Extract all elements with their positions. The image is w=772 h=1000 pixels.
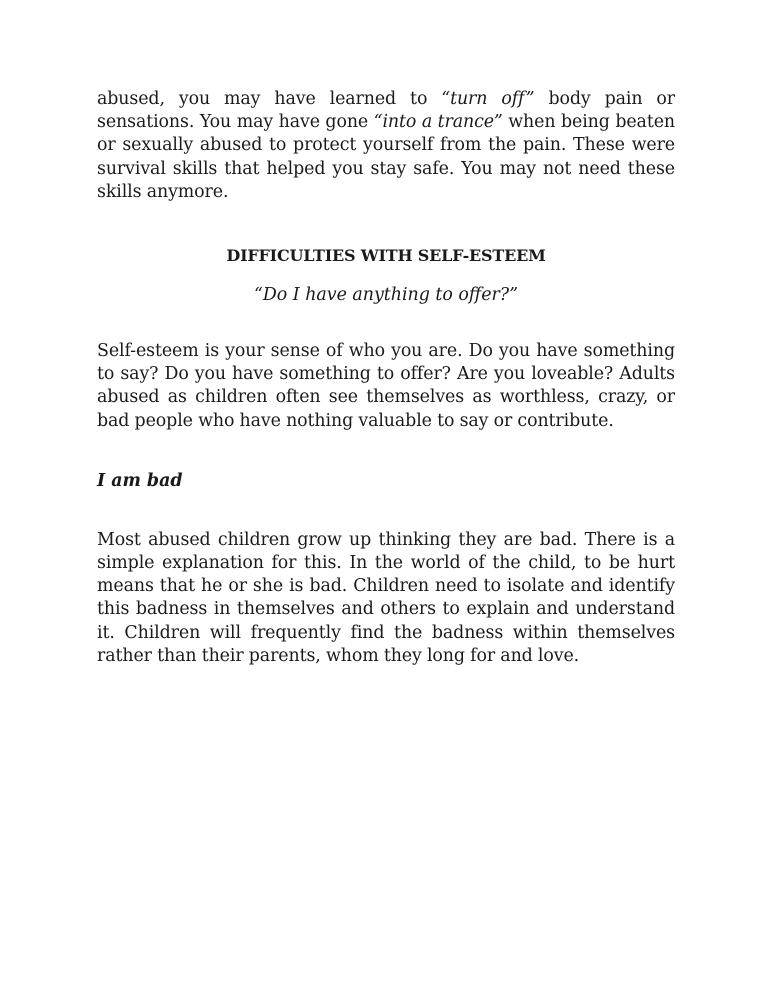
- emphasis-into-a-trance: “into a trance”: [373, 112, 503, 133]
- document-page: [97, 88, 675, 668]
- paragraph-text: body pain or sensations. You may have gone: [97, 89, 675, 133]
- paragraph-survival-skills: [97, 88, 675, 204]
- paragraph-badness: Most abused children grow up thinking they are bad. There is a simple explanation for this. In the world of the child, to be hurt means that he or she is bad. Children need to isolate and identify this badness in themselves and others to explain and understand it. Children will frequently find the badness within themselves rather than their parents, whom they long for and love.: [97, 529, 675, 666]
- emphasis-turn-off: “turn off”: [441, 89, 535, 109]
- section-subtitle: “Do I have anything to offer?”: [253, 285, 519, 306]
- paragraph-text: when being beaten or sexually abused to protect yourself from the pain. These were survival skills that helped you stay safe. You may not need these skills anymore.: [97, 112, 675, 202]
- paragraph-self-esteem: Self-esteem is your sense of who you are. Do you have something to say? Do you have something to offer? Are you loveable? Adults abused as children often see themselves as worthless, crazy, or bad people who have nothing valuable to say or contribute.: [97, 341, 675, 431]
- section-heading: DIFFICULTIES WITH SELF-ESTEEM: [226, 246, 546, 266]
- paragraph-text: abused, you may have learned to: [97, 89, 442, 109]
- subheading-i-am-bad: I am bad: [97, 470, 183, 491]
